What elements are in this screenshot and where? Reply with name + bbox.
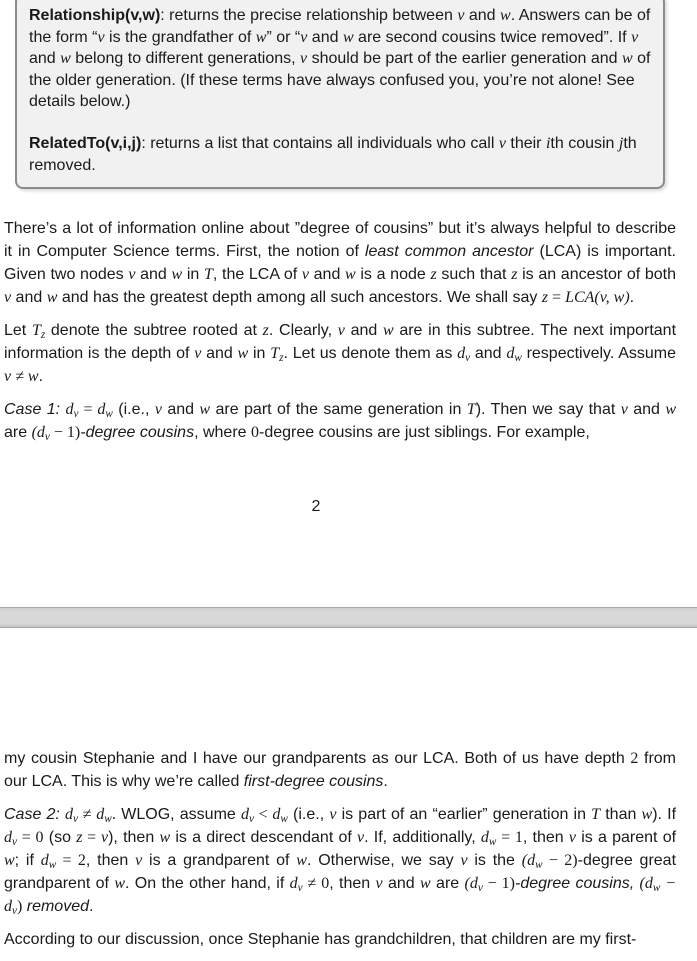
- definition-box: [15, 0, 665, 189]
- paragraph-subtree: Let $T_z$ denote the subtree rooted at z. Clearly, v and w are in this subtree. The next important information is the depth of v and w in $T_z$. Let us denote them as $d_v$ and $d_w$ respectively. Assume v ≠ w.: [4, 322, 677, 385]
- page-2: [0, 628, 697, 948]
- page-1-body: [4, 217, 676, 454]
- paragraph-case-2: Case 2: $d_v \ne d_w$. WLOG, assume $d_v < d_w$ (i.e., v is part of an “earlier” generation in T than w). If $d_v = 0$ (so z = v), then w is a direct descendant of v. If, additionally, $d_w = 1$, then v is a parent of w; if $d_w = 2$, then v is a grandparent of w. Otherwise, we say v is the ($d_w$ − 2)-degree great grandparent of w. On the other hand, if $d_v \ne 0$, then v and w are ($d_v$ − 1)-degree cousins, $(d_w - d_v)$ removed.: [4, 806, 677, 917]
- case-1-label: Case 1:: [4, 401, 61, 418]
- relationship-term: Relationship(v,w): [29, 7, 161, 24]
- lca-formula: z = LCA(v, w): [541, 289, 630, 306]
- paragraph-lca: There’s a lot of information online about ”degree of cousins” but it’s always helpful to describe it in Computer Science terms. First, the notion of least common ancestor (LCA) is important. Given two nodes v and w in T, the LCA of v and w is a node z such that z is an ancestor of both v and w and has the greatest depth among all such ancestors. We shall say z = LCA(v, w).: [4, 220, 677, 306]
- page-2-body: [4, 747, 676, 961]
- related-to-term: RelatedTo(v,i,j): [29, 134, 142, 152]
- paragraph-according: According to our discussion, once Stephanie has grandchildren, that children are my first-: [4, 931, 637, 948]
- case-2-label: Case 2:: [4, 806, 60, 823]
- relationship-definition: Relationship(v,w): returns the precise relationship between v and w. Answers can be of the form “v is the grandfather of w” or “v and w are second cousins twice removed”. If v and w belong to different generations, v should be part of the earlier generation and w of the older generation. (If these terms have always confused you, you’re not alone! See details below.): [29, 7, 651, 111]
- lca-term: least common ancestor: [364, 243, 534, 260]
- related-to-definition: RelatedTo(v,i,j): returns a list that contains all individuals who call v their ith cousin jth removed.: [29, 134, 637, 174]
- paragraph-case-1: Case 1: $d_v = d_w$ (i.e., v and w are part of the same generation in T). Then we say that v and w are ($d_v$ − 1)-degree cousins, where 0-degree cousins are just siblings. For example,: [4, 401, 676, 443]
- page-divider: [0, 607, 697, 628]
- paragraph-stephanie: my cousin Stephanie and I have our grandparents as our LCA. Both of us have depth 2 from our LCA. This is why we’re called first-degree cousins.: [4, 750, 676, 790]
- first-degree-cousins-term: first-degree cousins: [243, 773, 384, 790]
- page-number: 2: [311, 498, 321, 515]
